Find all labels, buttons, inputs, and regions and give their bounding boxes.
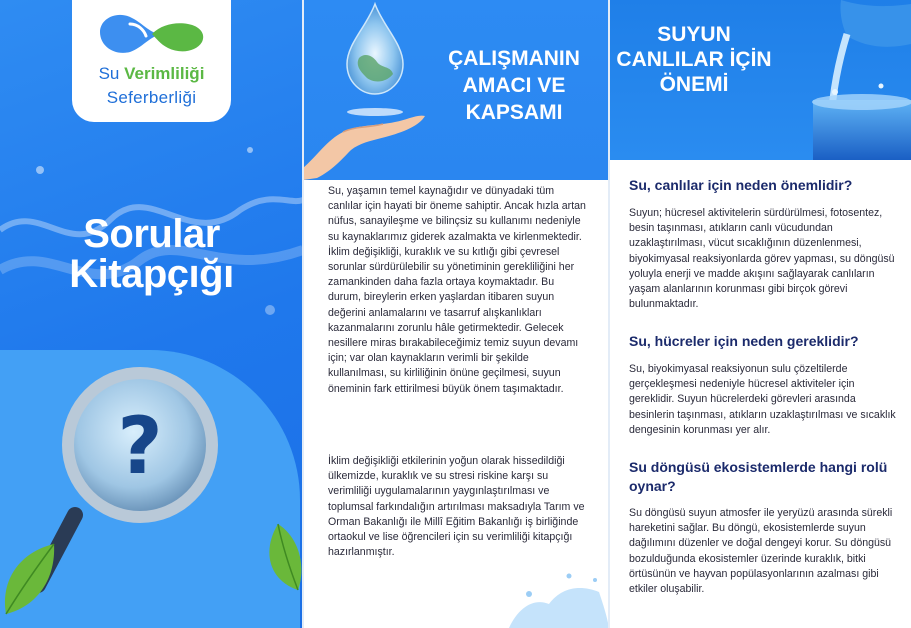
hand-holding-water-drop-icon xyxy=(303,0,433,180)
cover-title xyxy=(0,214,303,294)
importance-title-line3: ÖNEMİ xyxy=(659,73,729,96)
importance-title-line2: CANLILAR İÇİN xyxy=(616,48,772,71)
importance-panel xyxy=(609,0,911,628)
purpose-header-area xyxy=(303,0,609,180)
importance-section-title xyxy=(609,22,779,97)
magnifier-question-icon xyxy=(30,355,230,605)
purpose-title-line2: AMACI VE xyxy=(462,74,566,97)
importance-header-area xyxy=(609,0,911,160)
leaf-decoration-right xyxy=(258,520,303,595)
water-splash-decoration xyxy=(499,558,609,628)
question-2-answer: Su, biyokimyasal reaksiyonun sulu çözeltilerde gerçekleşmesi nedeniyle hücresel aktiviteler için gereklidir. Suyun hücrelerdeki görevleri arasında besinlerin taşınması, atıkların uzaklaştırılması ve sıcaklık dengesinin korunması yer alır. xyxy=(629,363,896,436)
svg-text:?: ? xyxy=(117,402,163,492)
question-1-heading: Su, canlılar için neden önemlidir? xyxy=(629,177,853,193)
purpose-section-title xyxy=(421,45,607,126)
cover-title-line2: Kitapçığı xyxy=(69,252,234,296)
purpose-paragraph-1: Su, yaşamın temel kaynağıdır ve dünyadaki tüm canlılar için hayati bir öneme sahiptir. Ancak hızla artan nüfus, sanayileşme ve bilinçsiz su kullanımı nedeniyle su kaynaklarımız giderek azalmakta ve kirlenmektedir. İklim değişikliği, kuraklık ve su kıtlığı gibi çevresel sorunlar sürdürülebilir su yönetiminin gerekliliğini her zamankinden daha fazla ortaya koymaktadır. Bu durum, bireylerin erken yaşlardan itibaren suyun değerini anlamalarını ve tasarruf alışkanlıkları kazanmalarını zorunlu hâle getirmektedir. Gelecek nesillere miras bırakabileceğimiz temiz suyun devamı için; var olan kaynakların verimli bir şekilde kullanılması, su kirliliğinin önüne geçilmesi, suyun öneminin fark ettirilmesi büyük önem taşımaktadır. xyxy=(328,185,586,395)
leaf-decoration-left xyxy=(0,540,60,620)
purpose-title-line3: KAPSAMI xyxy=(465,101,563,124)
cover-panel xyxy=(0,0,303,628)
panel-divider xyxy=(608,0,610,628)
logo-text-line1: Su Verimliliği xyxy=(98,64,205,83)
panel-divider xyxy=(302,0,304,628)
cover-title-line1: Sorular xyxy=(83,212,220,256)
question-3-answer: Su döngüsü suyun atmosfer ile yeryüzü arasında sürekli hareketini sağlar. Bu döngü, ekosistemlerde suyun dağılımını düzenler ve doğal dengeyi korur. Su döngüsü bozulduğunda ekosistemler üzerinde kuraklık, bitki örtüsünün ve hayvan popülasyonlarının azalması gibi etkiler oluşabilir. xyxy=(629,507,893,596)
logo-text-line2: Seferberliği xyxy=(106,88,197,107)
water-drop-logo-icon xyxy=(96,10,208,60)
question-1-answer: Suyun; hücresel aktivitelerin sürdürülmesi, fotosentez, besin taşınması, atıkların canlı vücudundan uzaklaştırılması, vücut sıcaklığının düzenlenmesi, biyokimyasal reaksiyonlarda görev yapması, su döngüsü yoluyla enerji ve madde akışını sağlayarak canlıların yaşam alanlarının korunması gibi birçok görevi bulunmaktadır. xyxy=(629,207,895,311)
question-3-heading: Su döngüsü ekosistemlerde hangi rolü oynar? xyxy=(629,459,888,494)
importance-title-line1: SUYUN xyxy=(657,23,731,46)
logo xyxy=(72,0,231,122)
question-2-heading: Su, hücreler için neden gereklidir? xyxy=(629,333,859,349)
purpose-title-line1: ÇALIŞMANIN xyxy=(448,47,580,70)
purpose-scope-panel xyxy=(303,0,609,628)
purpose-paragraph-2: İklim değişikliği etkilerinin yoğun olarak hissedildiği ülkemizde, kuraklık ve su stresi riskine karşı su verimliliği uygulamalarının yaygınlaştırılması ve toplumsal farkındalığın artırılması maksadıyla Tarım ve Orman Bakanlığı ile Millî Eğitim Bakanlığı iş birliğinde ortaokul ve lise öğrencileri için su verimliliği kitapçığı hazırlanmıştır. xyxy=(328,455,585,559)
